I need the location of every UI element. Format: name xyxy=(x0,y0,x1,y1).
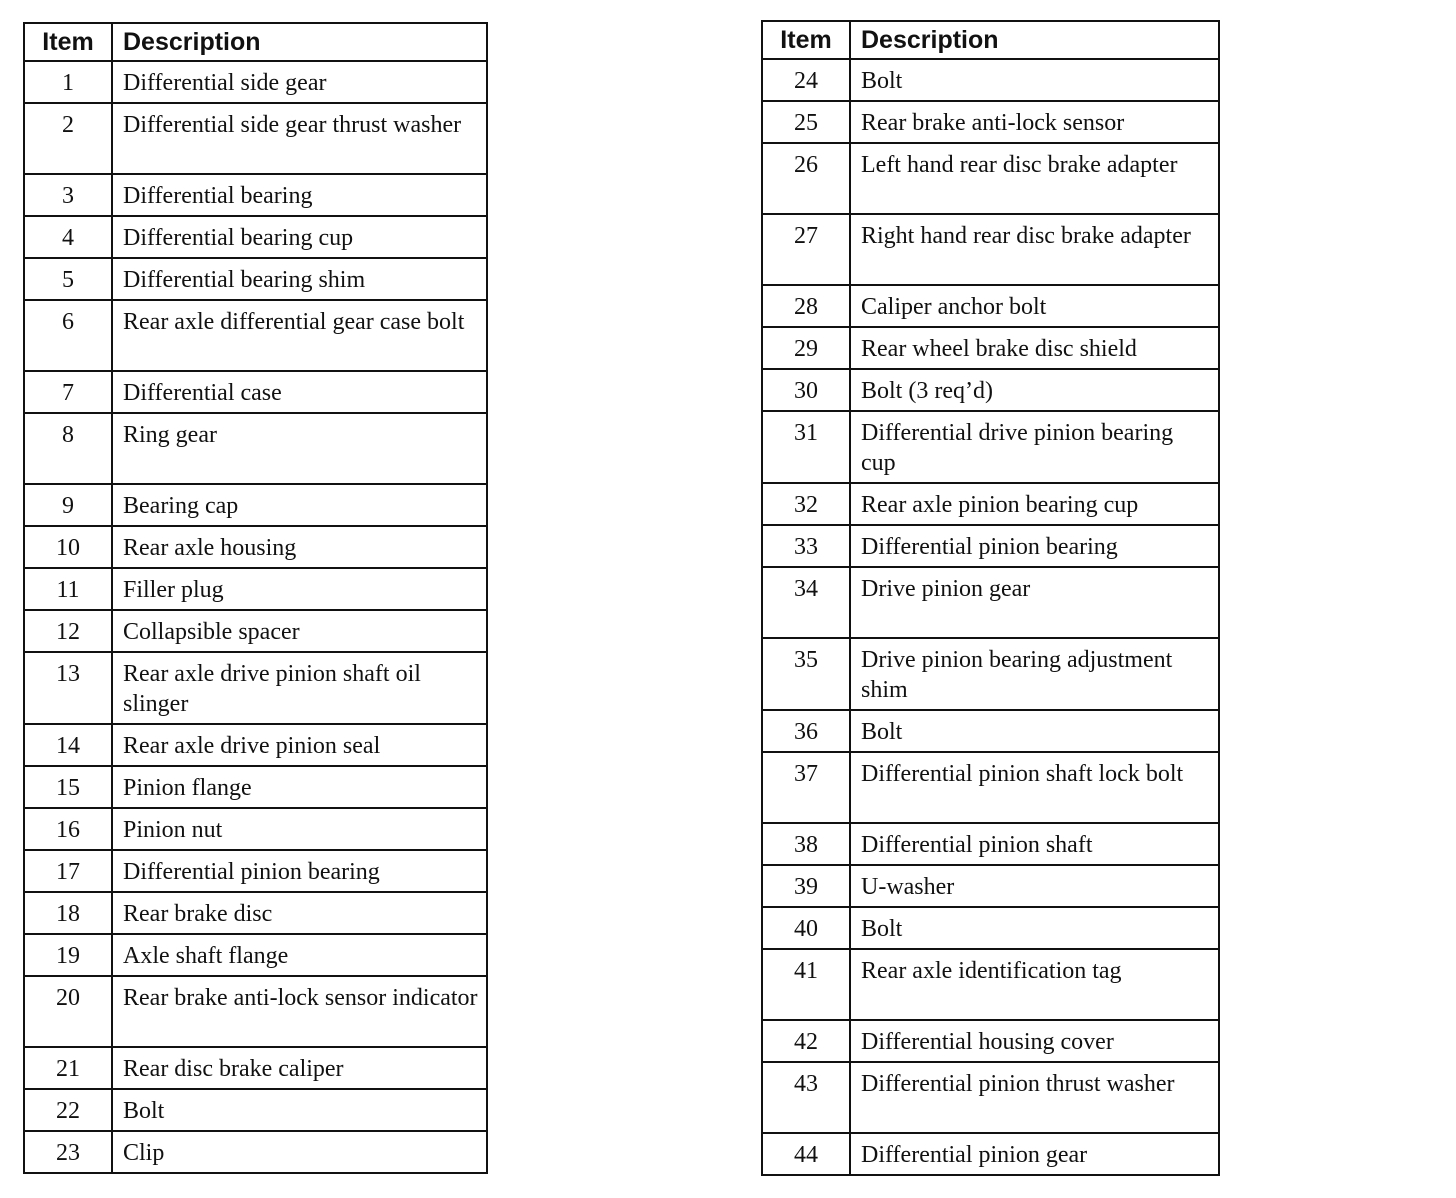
item-column-header: Item xyxy=(24,23,112,61)
table-row xyxy=(24,934,487,976)
item-number-cell: 17 xyxy=(24,850,112,892)
description-cell: Rear axle differential gear case bolt xyxy=(112,300,487,371)
table-row xyxy=(24,724,487,766)
description-cell: Differential housing cover xyxy=(850,1020,1219,1062)
table-row xyxy=(762,752,1219,823)
table-row xyxy=(24,258,487,300)
description-cell: Differential case xyxy=(112,371,487,413)
item-number-cell: 16 xyxy=(24,808,112,850)
item-number-cell: 25 xyxy=(762,101,850,143)
item-number-cell: 31 xyxy=(762,411,850,483)
description-cell: Differential bearing xyxy=(112,174,487,216)
table-row xyxy=(762,285,1219,327)
table-row xyxy=(762,327,1219,369)
description-cell: Bolt xyxy=(850,710,1219,752)
item-number-cell: 4 xyxy=(24,216,112,258)
table-row xyxy=(24,371,487,413)
description-cell: Rear axle drive pinion seal xyxy=(112,724,487,766)
table-row xyxy=(24,103,487,174)
description-cell: Differential pinion shaft lock bolt xyxy=(850,752,1219,823)
table-row xyxy=(24,610,487,652)
description-cell: U-washer xyxy=(850,865,1219,907)
item-number-cell: 20 xyxy=(24,976,112,1047)
table-row xyxy=(24,216,487,258)
table-row xyxy=(24,1131,487,1173)
table-row xyxy=(24,484,487,526)
table-row xyxy=(24,892,487,934)
item-number-cell: 41 xyxy=(762,949,850,1020)
description-cell: Axle shaft flange xyxy=(112,934,487,976)
item-number-cell: 3 xyxy=(24,174,112,216)
description-cell: Differential bearing cup xyxy=(112,216,487,258)
table-row xyxy=(762,638,1219,710)
description-cell: Left hand rear disc brake adapter xyxy=(850,143,1219,214)
item-number-cell: 38 xyxy=(762,823,850,865)
table-row xyxy=(762,949,1219,1020)
table-row xyxy=(762,483,1219,525)
item-number-cell: 15 xyxy=(24,766,112,808)
description-cell: Pinion nut xyxy=(112,808,487,850)
description-cell: Bolt xyxy=(850,907,1219,949)
description-column-header: Description xyxy=(850,21,1219,59)
item-number-cell: 33 xyxy=(762,525,850,567)
table-header-row xyxy=(24,23,487,61)
description-cell: Filler plug xyxy=(112,568,487,610)
table-row xyxy=(762,214,1219,285)
description-cell: Differential pinion shaft xyxy=(850,823,1219,865)
description-cell: Rear brake disc xyxy=(112,892,487,934)
table-row xyxy=(762,101,1219,143)
description-cell: Differential side gear thrust washer xyxy=(112,103,487,174)
item-number-cell: 27 xyxy=(762,214,850,285)
table-row xyxy=(24,413,487,484)
description-column-header: Description xyxy=(112,23,487,61)
description-cell: Drive pinion gear xyxy=(850,567,1219,638)
description-cell: Rear brake anti-lock sensor indicator xyxy=(112,976,487,1047)
description-cell: Bolt xyxy=(112,1089,487,1131)
item-number-cell: 34 xyxy=(762,567,850,638)
item-number-cell: 13 xyxy=(24,652,112,724)
item-number-cell: 12 xyxy=(24,610,112,652)
item-number-cell: 43 xyxy=(762,1062,850,1133)
table-row xyxy=(762,907,1219,949)
description-cell: Rear brake anti-lock sensor xyxy=(850,101,1219,143)
item-number-cell: 24 xyxy=(762,59,850,101)
item-number-cell: 23 xyxy=(24,1131,112,1173)
item-number-cell: 37 xyxy=(762,752,850,823)
description-cell: Ring gear xyxy=(112,413,487,484)
item-number-cell: 32 xyxy=(762,483,850,525)
table-row xyxy=(762,411,1219,483)
description-cell: Differential pinion gear xyxy=(850,1133,1219,1175)
item-number-cell: 14 xyxy=(24,724,112,766)
description-cell: Collapsible spacer xyxy=(112,610,487,652)
item-number-cell: 18 xyxy=(24,892,112,934)
table-row xyxy=(24,568,487,610)
table-body-left xyxy=(24,61,487,1173)
item-number-cell: 10 xyxy=(24,526,112,568)
table-row xyxy=(24,766,487,808)
description-cell: Rear disc brake caliper xyxy=(112,1047,487,1089)
item-number-cell: 28 xyxy=(762,285,850,327)
description-cell: Differential pinion bearing xyxy=(112,850,487,892)
table-row xyxy=(24,808,487,850)
table-row xyxy=(762,1133,1219,1175)
item-number-cell: 11 xyxy=(24,568,112,610)
item-number-cell: 40 xyxy=(762,907,850,949)
table-row xyxy=(762,1062,1219,1133)
table-row xyxy=(762,143,1219,214)
description-cell: Rear wheel brake disc shield xyxy=(850,327,1219,369)
table-header-row xyxy=(762,21,1219,59)
description-cell: Bolt (3 req’d) xyxy=(850,369,1219,411)
table-row xyxy=(762,525,1219,567)
table-row xyxy=(762,823,1219,865)
description-cell: Rear axle housing xyxy=(112,526,487,568)
item-number-cell: 7 xyxy=(24,371,112,413)
table-row xyxy=(24,850,487,892)
item-number-cell: 19 xyxy=(24,934,112,976)
description-cell: Differential pinion thrust washer xyxy=(850,1062,1219,1133)
item-number-cell: 8 xyxy=(24,413,112,484)
table-row xyxy=(24,300,487,371)
table-row xyxy=(24,1047,487,1089)
description-cell: Rear axle pinion bearing cup xyxy=(850,483,1219,525)
item-number-cell: 2 xyxy=(24,103,112,174)
item-number-cell: 36 xyxy=(762,710,850,752)
parts-table-right xyxy=(761,20,1220,1176)
item-number-cell: 30 xyxy=(762,369,850,411)
item-number-cell: 35 xyxy=(762,638,850,710)
item-number-cell: 26 xyxy=(762,143,850,214)
item-number-cell: 5 xyxy=(24,258,112,300)
table-row xyxy=(24,61,487,103)
item-number-cell: 29 xyxy=(762,327,850,369)
item-number-cell: 39 xyxy=(762,865,850,907)
item-number-cell: 22 xyxy=(24,1089,112,1131)
description-cell: Bolt xyxy=(850,59,1219,101)
description-cell: Caliper anchor bolt xyxy=(850,285,1219,327)
table-row xyxy=(762,59,1219,101)
item-number-cell: 21 xyxy=(24,1047,112,1089)
item-number-cell: 6 xyxy=(24,300,112,371)
description-cell: Clip xyxy=(112,1131,487,1173)
item-column-header: Item xyxy=(762,21,850,59)
table-row xyxy=(24,174,487,216)
table-row xyxy=(762,865,1219,907)
table-row xyxy=(762,567,1219,638)
table-row xyxy=(762,369,1219,411)
table-body-right xyxy=(762,59,1219,1175)
parts-table-left xyxy=(23,22,488,1174)
description-cell: Differential drive pinion bearing cup xyxy=(850,411,1219,483)
table-row xyxy=(24,526,487,568)
table-row xyxy=(24,976,487,1047)
description-cell: Right hand rear disc brake adapter xyxy=(850,214,1219,285)
item-number-cell: 1 xyxy=(24,61,112,103)
description-cell: Differential pinion bearing xyxy=(850,525,1219,567)
table-row xyxy=(762,1020,1219,1062)
item-number-cell: 9 xyxy=(24,484,112,526)
description-cell: Rear axle drive pinion shaft oil slinger xyxy=(112,652,487,724)
description-cell: Differential bearing shim xyxy=(112,258,487,300)
item-number-cell: 44 xyxy=(762,1133,850,1175)
description-cell: Drive pinion bearing adjustment shim xyxy=(850,638,1219,710)
table-row xyxy=(762,710,1219,752)
description-cell: Differential side gear xyxy=(112,61,487,103)
table-row xyxy=(24,1089,487,1131)
description-cell: Pinion flange xyxy=(112,766,487,808)
table-row xyxy=(24,652,487,724)
item-number-cell: 42 xyxy=(762,1020,850,1062)
description-cell: Bearing cap xyxy=(112,484,487,526)
description-cell: Rear axle identification tag xyxy=(850,949,1219,1020)
